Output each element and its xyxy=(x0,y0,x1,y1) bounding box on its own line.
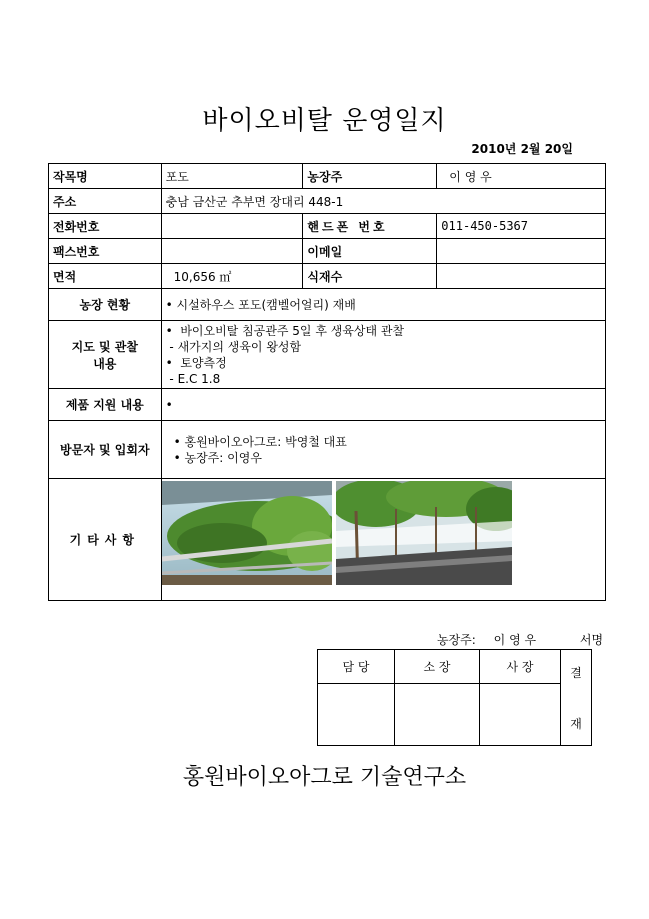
plants-label xyxy=(303,264,437,289)
phone-value xyxy=(161,214,303,239)
plants-label-text: 식재수 xyxy=(307,269,343,284)
document-title: 바이오비탈 운영일지 xyxy=(202,106,447,136)
visitors-content xyxy=(161,421,605,479)
owner-prefix: 농장주: xyxy=(437,633,476,647)
approval-col-3: 사 장 xyxy=(480,650,561,684)
guidance-label-line2: 내용 xyxy=(93,356,117,371)
owner-label-text: 농장주 xyxy=(307,169,343,184)
fax-value xyxy=(161,239,303,264)
area-label-text: 면적 xyxy=(53,269,77,284)
fax-label-text: 팩스번호 xyxy=(53,244,100,259)
list-item: - 새가지의 생육이 왕성함 xyxy=(165,339,302,354)
log-table xyxy=(48,163,606,601)
list-item: • 홍원바이오아그로: 박영철 대표 xyxy=(173,434,347,449)
list-item: • 농장주: 이영우 xyxy=(173,450,262,465)
product-support-label: 제품 지원 내용 xyxy=(49,389,162,421)
area-label xyxy=(49,264,162,289)
list-item: • 토양측정 xyxy=(165,355,227,370)
document-date: 2010년 2월 20일 xyxy=(471,142,573,156)
farm-status-label: 농장 현황 xyxy=(49,289,162,321)
owner-signature-line xyxy=(437,631,603,648)
email-value xyxy=(437,239,606,264)
email-label-text: 이메일 xyxy=(307,244,343,259)
owner-label xyxy=(303,164,437,189)
owner-value: 이 영 우 xyxy=(437,164,606,189)
approval-sign-3[interactable] xyxy=(480,684,561,746)
vineyard-photo-2 xyxy=(336,481,512,585)
plants-value xyxy=(437,264,606,289)
list-item: • 시설하우스 포도(캠벨어얼리) 재배 xyxy=(165,297,356,312)
guidance-label-line1: 지도 및 관찰 xyxy=(71,339,138,354)
address-label xyxy=(49,189,162,214)
misc-content xyxy=(161,479,605,601)
misc-label: 기타사항 xyxy=(49,479,162,601)
mobile-label-text: 핸드폰 번호 xyxy=(307,219,388,234)
visitors-label: 방문자 및 입회자 xyxy=(49,421,162,479)
approval-side xyxy=(561,650,592,746)
phone-label-text: 전화번호 xyxy=(53,219,100,234)
list-item: • 바이오비탈 침공관주 5일 후 생육상태 관찰 xyxy=(165,323,405,338)
approval-side-bottom: 재 xyxy=(570,716,582,731)
area-value: 10,656 ㎡ xyxy=(161,264,303,289)
approval-sign-2[interactable] xyxy=(395,684,480,746)
list-item: - E.C 1.8 xyxy=(165,371,221,386)
guidance-label xyxy=(49,321,162,389)
farm-status-content xyxy=(161,289,605,321)
crop-label-text: 작목명 xyxy=(53,169,88,184)
address-label-text: 주소 xyxy=(53,194,77,209)
crop-value: 포도 xyxy=(161,164,303,189)
approval-table xyxy=(317,649,592,746)
approval-col-2: 소 장 xyxy=(395,650,480,684)
email-label xyxy=(303,239,437,264)
approval-side-top: 결 xyxy=(570,665,582,680)
vineyard-photo-1 xyxy=(162,481,332,585)
fax-label xyxy=(49,239,162,264)
guidance-content xyxy=(161,321,605,389)
address-value: 충남 금산군 추부면 장대리 448-1 xyxy=(161,189,605,214)
crop-label xyxy=(49,164,162,189)
mobile-label xyxy=(303,214,437,239)
product-support-content: • xyxy=(161,389,605,421)
phone-label xyxy=(49,214,162,239)
footer-org: 홍원바이오아그로 기술연구소 xyxy=(182,765,467,790)
owner-name: 이 영 우 xyxy=(493,633,537,647)
approval-sign-1[interactable] xyxy=(318,684,395,746)
mobile-value: 011-450-5367 xyxy=(437,214,606,239)
approval-col-1: 담 당 xyxy=(318,650,395,684)
sign-label: 서명 xyxy=(579,633,604,647)
